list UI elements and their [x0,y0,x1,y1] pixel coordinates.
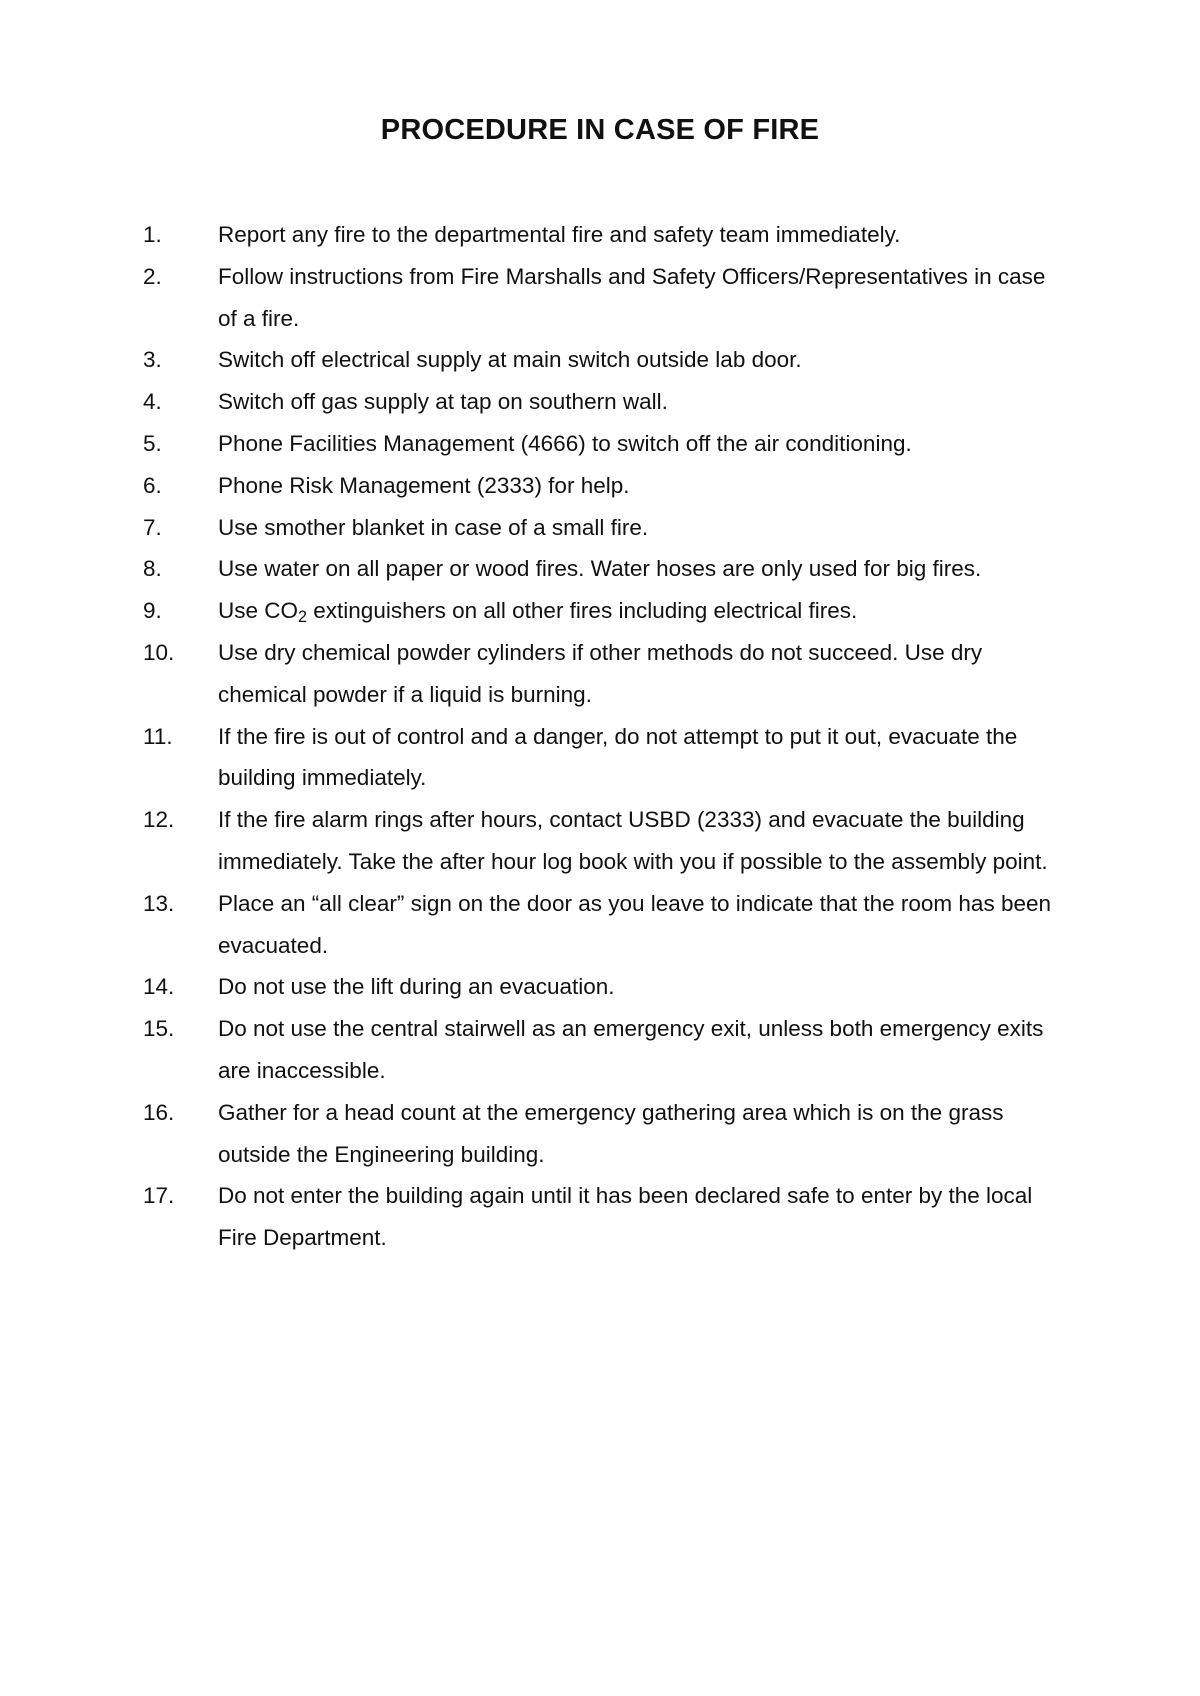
list-item [0,423,1200,465]
list-item [0,966,1200,1008]
item-text: Do not use the central stairwell as an emergency exit, unless both emergency exits are inaccessible. [218,1016,1044,1083]
item-text: Phone Facilities Management (4666) to switch off the air conditioning. [218,430,912,456]
item-text: Follow instructions from Fire Marshalls and Safety Officers/Representatives in case of a fire. [218,263,1046,331]
list-item [0,1092,1200,1176]
list-item [0,548,1200,590]
item-text: Do not use the lift during an evacuation. [218,974,615,1000]
item-text: Use water on all paper or wood fires. Water hoses are only used for big fires. [218,556,982,582]
list-item [0,632,1200,716]
list-item [0,716,1200,800]
fire-procedure-list [0,214,1200,1259]
item-number: 11. [143,723,173,749]
item-number: 17. [143,1183,175,1209]
list-item [0,381,1200,423]
list-item [0,507,1200,549]
list-item [0,214,1200,256]
list-item [0,883,1200,967]
item-text: If the fire is out of control and a danger, do not attempt to put it out, evacuate the building immediately. [218,723,1018,791]
item-number: 8. [143,556,162,582]
item-number: 9. [143,598,162,624]
item-text: Phone Risk Management (2333) for help. [218,472,630,498]
item-text-before: Use CO [218,598,299,624]
item-number: 6. [143,472,162,498]
item-text: Place an “all clear” sign on the door as you leave to indicate that the room has been evacuated. [218,890,1052,958]
item-number: 15. [143,1016,175,1042]
item-number: 2. [143,263,162,289]
list-item [0,256,1200,340]
list-item [0,465,1200,507]
item-text: Use dry chemical powder cylinders if other methods do not succeed. Use dry chemical powder if a liquid is burning. [218,639,983,707]
item-text-after: extinguishers on all other fires including electrical fires. [307,598,858,624]
item-number: 5. [143,430,162,456]
item-number: 13. [143,890,175,916]
item-number: 1. [143,222,162,247]
item-text: Switch off gas supply at tap on southern wall. [218,389,668,415]
item-text [218,590,1068,632]
item-text: Report any fire to the departmental fire and safety team immediately. [218,222,901,247]
list-item [0,1008,1200,1092]
list-item [0,590,1200,632]
list-item [0,1175,1200,1259]
item-text: Switch off electrical supply at main switch outside lab door. [218,347,802,373]
item-number: 7. [143,514,162,540]
item-text: If the fire alarm rings after hours, contact USBD (2333) and evacuate the building immediately. Take the after hour log book with you if possible to the assembly point. [218,807,1048,874]
list-item [0,799,1200,883]
item-number: 4. [143,389,162,415]
item-number: 16. [143,1099,175,1125]
co2-subscript: 2 [298,608,308,627]
item-text: Gather for a head count at the emergency gathering area which is on the grass outside the Engineering building. [218,1099,1004,1167]
document-title: PROCEDURE IN CASE OF FIRE [380,114,820,146]
item-text: Do not enter the building again until it has been declared safe to enter by the local Fire Department. [218,1183,1033,1251]
list-item [0,339,1200,381]
item-text: Use smother blanket in case of a small fire. [218,514,649,540]
item-number: 10. [143,639,175,665]
item-number: 3. [143,347,162,373]
item-number: 14. [143,974,175,1000]
item-number: 12. [143,807,175,833]
